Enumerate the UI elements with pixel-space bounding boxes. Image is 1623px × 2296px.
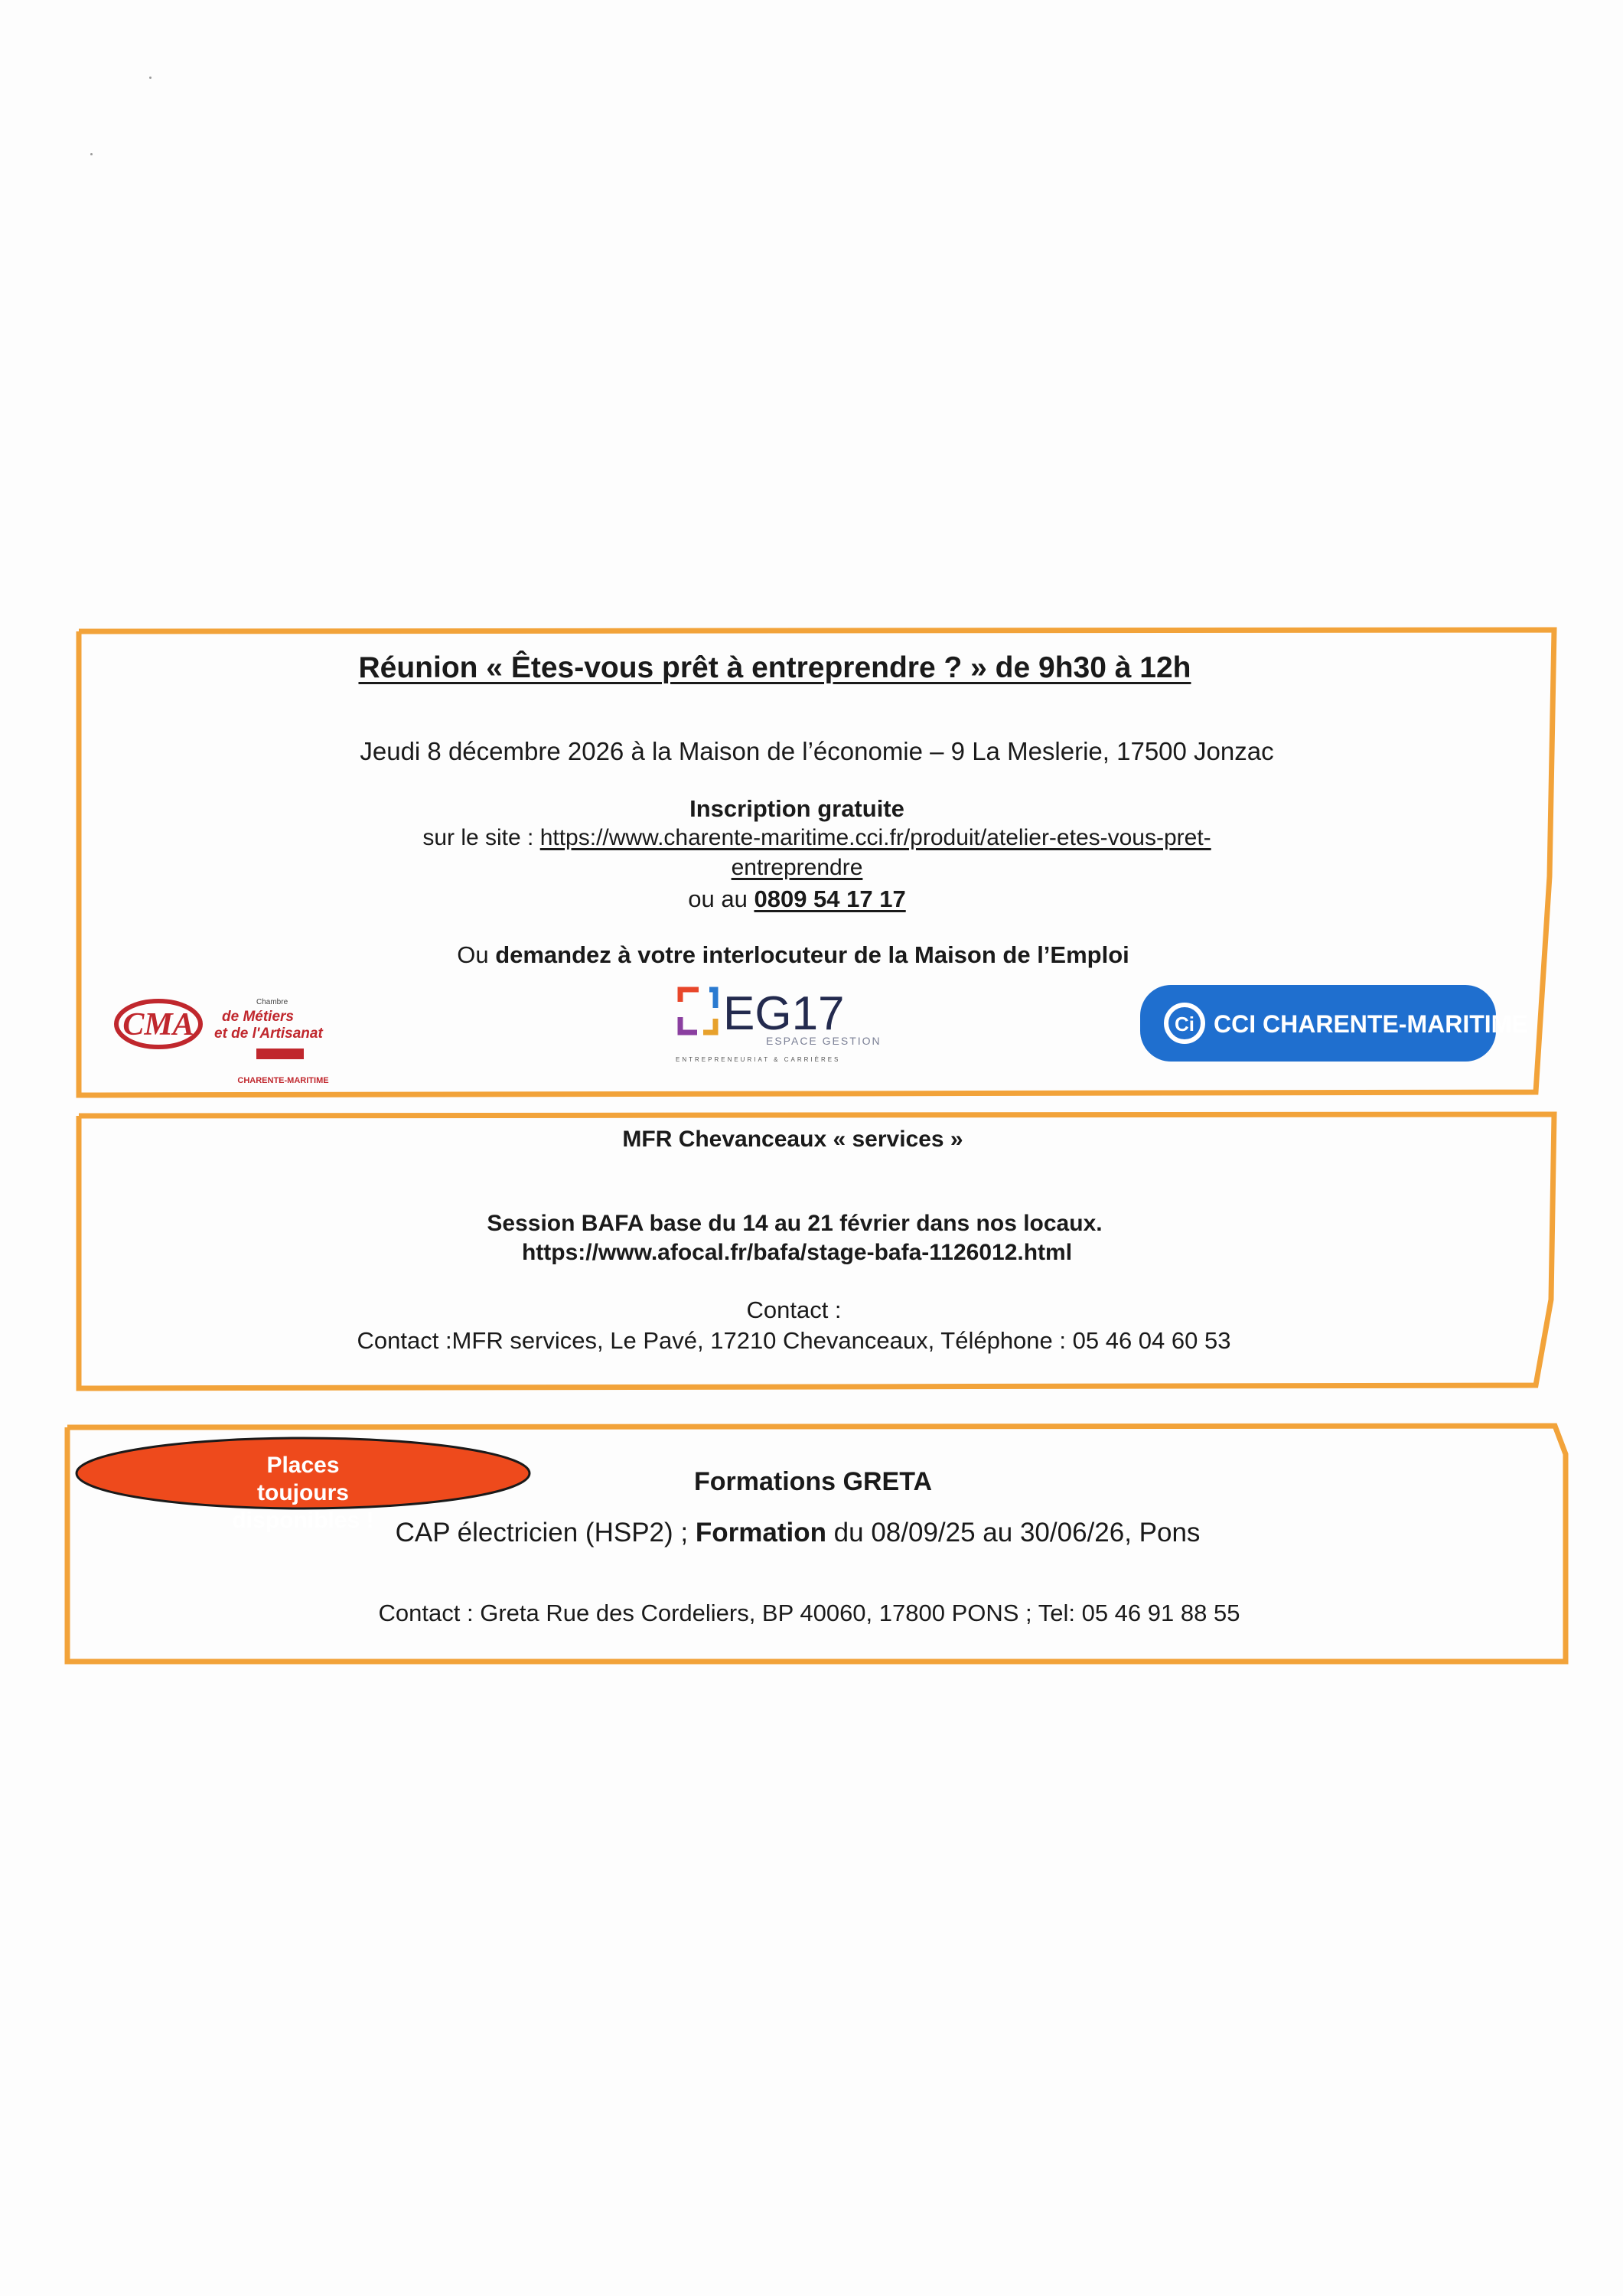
places-badge-label: Places toujours disponibles !: [232, 1453, 374, 1533]
site-prefix: sur le site :: [422, 825, 540, 850]
reunion-title: Réunion « Êtes-vous prêt à entreprendre ? » de 9h30 à 12h: [358, 651, 1191, 684]
eg17-sub: ESPACE GESTION: [766, 1035, 882, 1047]
mfr-url[interactable]: https://www.afocal.fr/bafa/stage-bafa-1126012.html: [521, 1240, 1073, 1265]
mfr-box: [73, 1108, 1561, 1395]
greta-box: [61, 1420, 1569, 1668]
cci-mark: Ci: [1175, 1013, 1194, 1035]
eg17-logo: [676, 985, 882, 1069]
cma-line3: et de l'Artisanat: [214, 1026, 323, 1042]
greta-title: Formations GRETA: [693, 1467, 933, 1496]
site-url-link-cont[interactable]: entreprendre: [731, 855, 863, 880]
mfr-session: Session BAFA base du 14 au 21 février dans nos locaux.: [487, 1211, 1103, 1236]
cma-mark: CMA: [122, 1007, 194, 1042]
eg17-tagline: ENTREPRENEURIAT & CARRIÈRES: [676, 1056, 841, 1063]
cma-line1: Chambre: [256, 998, 288, 1006]
mfr-contact-label: Contact :: [746, 1296, 842, 1323]
reunion-date-line: Jeudi 8 décembre 2026 à la Maison de l’économie – 9 La Meslerie, 17500 Jonzac: [360, 737, 1274, 765]
phone-prefix: ou au: [688, 885, 754, 912]
site-line: [73, 825, 1561, 851]
cma-bottom: CHARENTE-MARITIME: [237, 1076, 329, 1085]
mfr-contact-line: Contact :MFR services, Le Pavé, 17210 Chevanceaux, Téléphone : 05 46 04 60 53: [357, 1327, 1231, 1354]
inscription-label: Inscription gratuite: [689, 795, 904, 822]
cma-logo: [111, 987, 363, 1094]
greta-contact-line: Contact : Greta Rue des Cordeliers, BP 40060, 17800 PONS ; Tel: 05 46 91 88 55: [378, 1600, 1240, 1626]
ask-line: [25, 941, 1561, 969]
site-line-2: [33, 855, 1561, 881]
scan-speck: [90, 153, 93, 155]
greta-course-line: [27, 1518, 1569, 1548]
phone-number[interactable]: 0809 54 17 17: [754, 885, 906, 912]
greta-course-bold: Formation: [695, 1518, 826, 1548]
mfr-title: MFR Chevanceaux « services »: [622, 1127, 963, 1152]
greta-course-prefix: CAP électricien (HSP2) ;: [395, 1518, 696, 1548]
eg17-name: EG17: [723, 987, 845, 1040]
cma-line2: de Métiers: [222, 1009, 294, 1025]
greta-course-suffix: du 08/09/25 au 30/06/26, Pons: [826, 1518, 1201, 1548]
ask-text: demandez à votre interlocuteur de la Maison de l’Emploi: [495, 941, 1129, 968]
ask-prefix: Ou: [457, 941, 496, 968]
site-url-link[interactable]: https://www.charente-maritime.cci.fr/produit/atelier-etes-vous-pret-: [539, 825, 1211, 850]
scan-speck: [149, 77, 152, 79]
reunion-box: [73, 624, 1561, 1102]
cci-logo: [1140, 985, 1528, 1062]
cci-name: CCI CHARENTE-MARITIME: [1214, 1010, 1528, 1038]
phone-line: [33, 885, 1561, 913]
